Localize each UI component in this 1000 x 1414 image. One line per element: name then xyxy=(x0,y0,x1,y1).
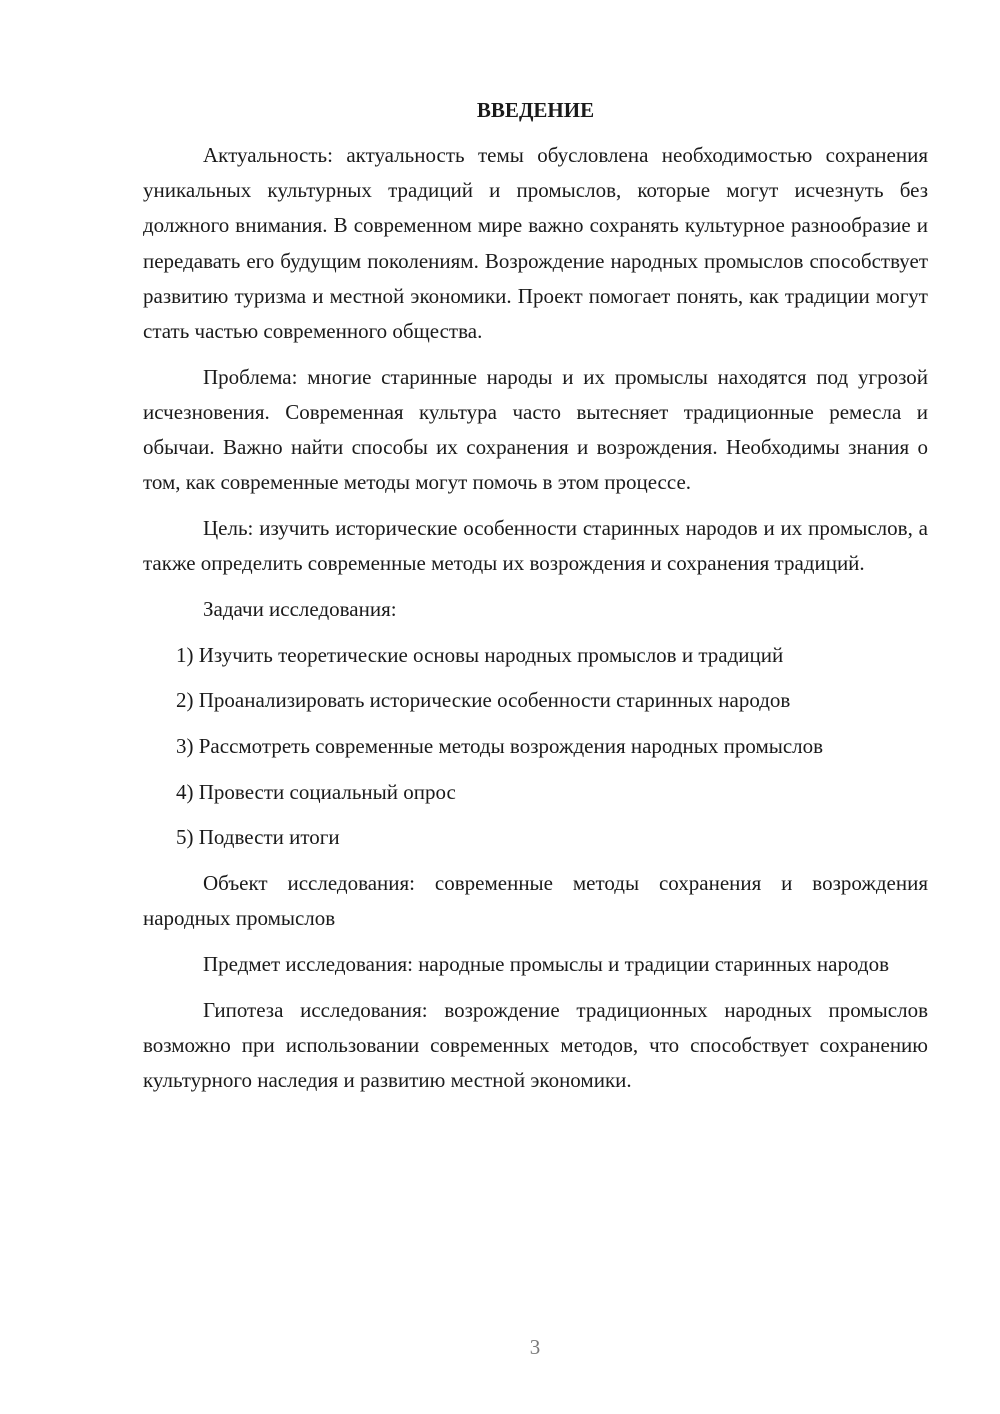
page-number: 3 xyxy=(529,1335,541,1359)
document-page xyxy=(143,94,928,1109)
task-item: 4) Провести социальный опрос xyxy=(176,779,456,804)
tasks-heading: Задачи исследования: xyxy=(203,596,397,621)
subject-paragraph: Предмет исследования: народные промыслы и традиции старинных народов xyxy=(203,952,889,977)
task-item: 3) Рассмотреть современные методы возрождения народных промыслов xyxy=(176,734,824,759)
object-paragraph: Объект исследования: современные методы сохранения и возрождения народных промыслов xyxy=(143,871,928,931)
page-title: ВВЕДЕНИЕ xyxy=(476,98,595,122)
goal-paragraph: Цель: изучить исторические особенности старинных народов и их промыслов, а также определить современные методы их возрождения и сохранения традиций. xyxy=(143,516,928,576)
tasks-list xyxy=(143,638,928,856)
relevance-paragraph: Актуальность: актуальность темы обусловлена необходимостью сохранения уникальных культурных традиций и промыслов, которые могут исчезнуть без должного внимания. В современном мире важно сохранять культурное разнообразие и передавать его будущим поколениям. Возрождение народных промыслов способствует развитию туризма и местной экономики. Проект помогает понять, как традиции могут стать частью современного общества. xyxy=(143,143,928,344)
task-item: 2) Проанализировать исторические особенности старинных народов xyxy=(176,688,791,713)
hypothesis-paragraph: Гипотеза исследования: возрождение традиционных народных промыслов возможно при использовании современных методов, что способствует сохранению культурного наследия и развитию местной экономики. xyxy=(143,997,928,1093)
task-item: 1) Изучить теоретические основы народных промыслов и традиций xyxy=(176,642,784,667)
problem-paragraph: Проблема: многие старинные народы и их промыслы находятся под угрозой исчезновения. Современная культура часто вытесняет традиционные ремесла и обычаи. Важно найти способы их сохранения и возрождения. Необходимы знания о том, как современные методы могут помочь в этом процессе. xyxy=(143,364,928,495)
task-item: 5) Подвести итоги xyxy=(176,825,340,850)
